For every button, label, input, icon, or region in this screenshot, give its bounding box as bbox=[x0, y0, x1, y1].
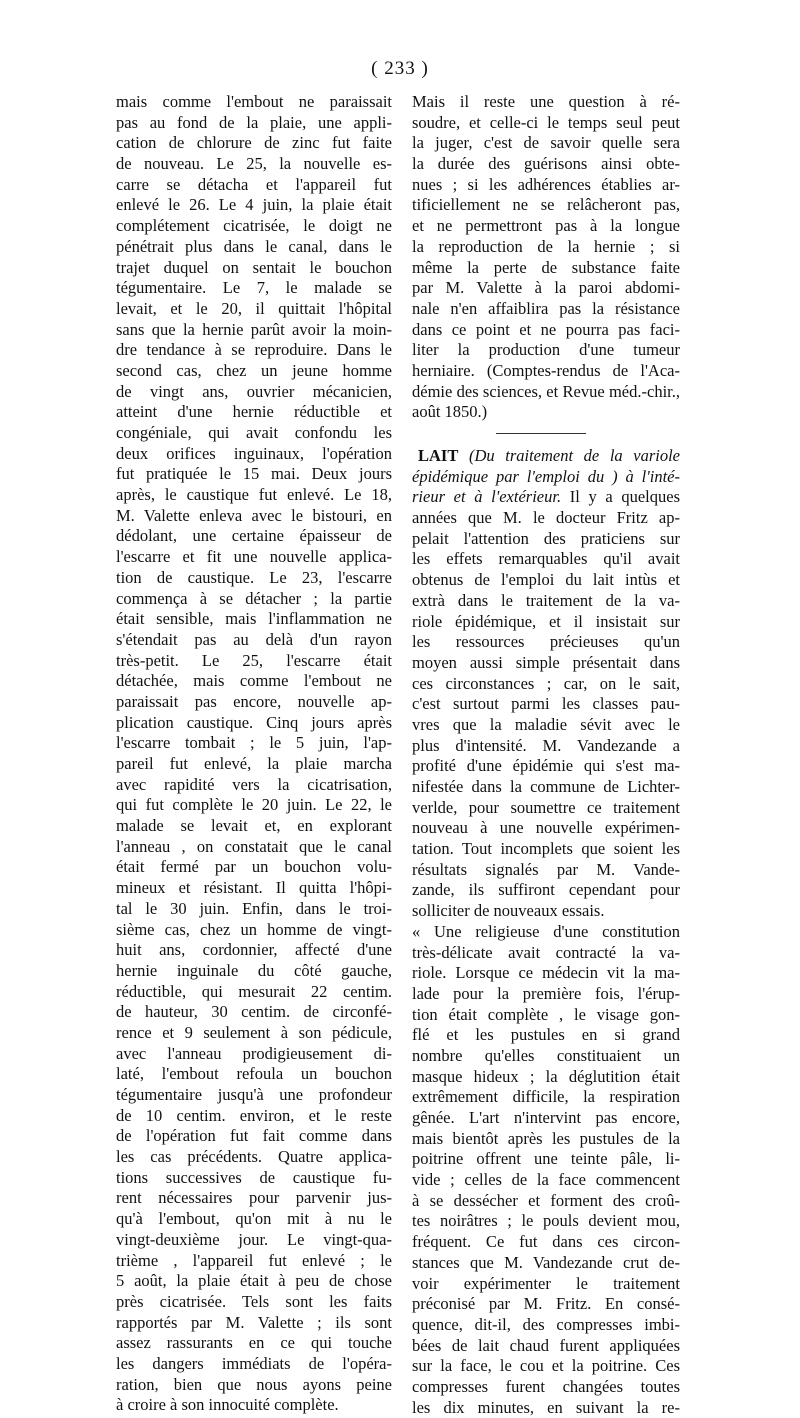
text-line: la juger, c'est de savoir quelle sera bbox=[412, 133, 680, 153]
text-line: les dangers immédiats de l'opéra- bbox=[116, 1353, 392, 1373]
text-line: malade se levait et, en explorant bbox=[116, 816, 392, 836]
text-line: nale n'en affaiblira pas la résistance bbox=[412, 298, 680, 318]
text-line: tion de caustique. Le 23, l'escarre bbox=[116, 567, 392, 587]
text-line: près cicatrisée. Tels sont les faits bbox=[116, 1291, 392, 1311]
text-line: tion était complète , le visage gon- bbox=[412, 1004, 680, 1024]
right-column-paragraph-2 bbox=[412, 508, 680, 1418]
text-line: gênée. L'art n'intervint pas encore, bbox=[412, 1108, 680, 1127]
text-line: hernie inguinale du côté gauche, bbox=[116, 960, 392, 980]
text-line: tificiellement ne se relâcheront pas, bbox=[412, 195, 680, 215]
text-line: verlde, pour soumettre ce traitement bbox=[412, 797, 680, 817]
text-line: Mais il reste une question à ré- bbox=[412, 92, 680, 111]
text-line: M. Valette enleva avec le bistouri, en bbox=[116, 505, 392, 525]
text-line: à se dessécher et forment des croû- bbox=[412, 1190, 680, 1210]
text-line: résultats signalés par M. Vande- bbox=[412, 859, 680, 879]
text-line: plus d'intensité. M. Vandezande a bbox=[412, 735, 680, 755]
text-line: la reproduction de la hernie ; si bbox=[412, 236, 680, 256]
text-line: levait, et le 20, il quittait l'hôpital bbox=[116, 298, 392, 318]
text-line: était fermé par un bouchon volu- bbox=[116, 857, 392, 877]
text-line: nues ; si les adhérences établies ar- bbox=[412, 174, 680, 194]
text-line: l'escarre tombait ; le 5 juin, l'ap- bbox=[116, 733, 392, 753]
text-line: stances que M. Vandezande crut de- bbox=[412, 1252, 680, 1272]
text-line: riole. Lorsque ce médecin vit la ma- bbox=[412, 963, 680, 983]
text-line: tions successives de caustique fu- bbox=[116, 1167, 392, 1187]
right-column bbox=[412, 92, 680, 1418]
text-line: congéniale, qui avait confondu les bbox=[116, 423, 392, 442]
text-line: c'est surtout parmi les classes pau- bbox=[412, 694, 680, 714]
text-line: par M. Valette à la paroi abdomi- bbox=[412, 278, 680, 298]
text-line: poitrine offrent une teinte pâle, li- bbox=[412, 1149, 680, 1169]
text-line: les cas précédents. Quatre applica- bbox=[116, 1147, 392, 1167]
text-line: herniaire. (Comptes-rendus de l'Aca- bbox=[412, 360, 680, 380]
text-line: après, le caustique fut enlevé. Le 18, bbox=[116, 485, 392, 505]
text-line: l'escarre et fit une nouvelle applica- bbox=[116, 547, 392, 567]
text-line: les ressources précieuses qu'un bbox=[412, 632, 680, 652]
text-line: mais bientôt après les pustules de la bbox=[412, 1128, 680, 1148]
text-line: de 10 centim. environ, et le reste bbox=[116, 1105, 392, 1125]
section-divider bbox=[496, 433, 586, 434]
text-line: tation. Tout incomplets que soient les bbox=[412, 839, 680, 859]
text-line: vingt-deuxième jour. Le vingt-qua- bbox=[116, 1229, 392, 1249]
text-line: avec l'anneau prodigieusement di- bbox=[116, 1043, 392, 1063]
text-line: tégumentaire jusqu'à une profondeur bbox=[116, 1085, 392, 1104]
text-line: les dix minutes, en suivant la re- bbox=[412, 1397, 680, 1417]
article-title: LAIT bbox=[418, 446, 459, 465]
text-line: sans que la hernie parût avoir la moin- bbox=[116, 319, 392, 339]
text-line: solliciter de nouveaux essais. bbox=[412, 901, 605, 921]
text-line: extrêmement difficile, la respiration bbox=[412, 1087, 680, 1107]
text-line: fut pratiquée le 15 mai. Deux jours bbox=[116, 464, 392, 484]
text-line: lade pour la première fois, l'érup- bbox=[412, 983, 680, 1003]
text-line: pelait l'attention des praticiens sur bbox=[412, 528, 680, 548]
text-line: pas au fond de la plaie, une appli- bbox=[116, 112, 392, 132]
text-line: dans ce point et ne pourra pas faci- bbox=[412, 319, 680, 339]
text-line: même la perte de substance faite bbox=[412, 257, 680, 277]
text-line: compresses furent changées toutes bbox=[412, 1376, 680, 1396]
text-line: de nouveau. Le 25, la nouvelle es- bbox=[116, 154, 392, 174]
text-line: ces circonstances ; car, on le sait, bbox=[412, 673, 680, 693]
text-line: laté, l'embout refoula un bouchon bbox=[116, 1064, 392, 1084]
text-line: de vingt ans, ouvrier mécanicien, bbox=[116, 381, 392, 401]
text-line: plication caustique. Cinq jours après bbox=[116, 712, 392, 732]
text-line: s'étendait pas au delà d'un rayon bbox=[116, 629, 392, 649]
text-line: très-petit. Le 25, l'escarre était bbox=[116, 650, 392, 670]
text-line: nifestée dans la commune de Lichter- bbox=[412, 777, 680, 796]
text-line: détachée, mais comme l'embout ne bbox=[116, 671, 392, 691]
text-line: de l'opération fut fait comme dans bbox=[116, 1126, 392, 1146]
text-line: complétement cicatrisée, le doigt ne bbox=[116, 216, 392, 236]
text-line: riole épidémique, et il insistait sur bbox=[412, 611, 680, 631]
text-line: trième , l'appareil fut enlevé ; le bbox=[116, 1250, 392, 1270]
text-line: fréquent. Ce fut dans ces circon- bbox=[412, 1232, 680, 1252]
text-line: assez rassurants en ce qui touche bbox=[116, 1333, 392, 1353]
text-line: voir expérimenter le traitement bbox=[412, 1273, 680, 1293]
text-line: carre se détacha et l'appareil fut bbox=[116, 174, 392, 194]
text-line: tal le 30 juin. Enfin, dans le troi- bbox=[116, 898, 392, 918]
text-line: paraissait pas encore, nouvelle ap- bbox=[116, 691, 392, 711]
text-line: profité d'une épidémie qui s'est ma- bbox=[412, 756, 680, 776]
text-line: l'anneau , on constatait que le canal bbox=[116, 836, 392, 856]
text-line: vres que la maladie sévit avec le bbox=[412, 714, 680, 734]
article-subtitle-3-text: Il y a quelques bbox=[561, 487, 680, 507]
text-line: atteint d'une hernie réductible et bbox=[116, 402, 392, 422]
left-column bbox=[116, 92, 392, 1416]
text-line: la durée des guérisons ainsi obte- bbox=[412, 154, 680, 174]
text-line: rent nécessaires pour parvenir jus- bbox=[116, 1188, 392, 1208]
text-line: masque hideux ; la déglutition était bbox=[412, 1066, 680, 1086]
article-subtitle-3-italic: rieur et à l'extérieur. bbox=[412, 487, 562, 507]
text-line: 5 août, la plaie était à peu de chose bbox=[116, 1271, 392, 1291]
text-line: cation de chlorure de zinc fut faite bbox=[116, 133, 392, 153]
text-line: mais comme l'embout ne paraissait bbox=[116, 92, 392, 111]
text-line: second cas, chez un jeune homme bbox=[116, 360, 392, 380]
text-line: flé et les pustules en si grand bbox=[412, 1025, 680, 1045]
text-line: deux orifices inguinaux, l'opération bbox=[116, 443, 392, 463]
text-line: qu'à l'embout, qu'on mit à nu le bbox=[116, 1209, 392, 1229]
text-line: de hauteur, 30 centim. de circonfé- bbox=[116, 1002, 392, 1022]
text-line: avec rapidité vers la cicatrisation, bbox=[116, 774, 392, 794]
text-line: liter la production d'une tumeur bbox=[412, 340, 680, 360]
text-line: dre tendance à se reproduire. Dans le bbox=[116, 340, 392, 360]
text-line: démie des sciences, et Revue méd.-chir., bbox=[412, 381, 680, 401]
article-subtitle-2: épidémique par l'emploi du ) à l'inté- bbox=[412, 466, 680, 486]
text-line: soudre, et celle-ci le temps seul peut bbox=[412, 112, 680, 132]
text-line: extrà dans le traitement de la va- bbox=[412, 590, 680, 610]
text-line: était sensible, mais l'inflammation ne bbox=[116, 609, 392, 629]
text-line: quence, dit-il, des compresses imbi- bbox=[412, 1314, 680, 1334]
text-line: rapportés par M. Valette ; ils sont bbox=[116, 1312, 392, 1332]
text-line: tégumentaire. Le 7, le malade se bbox=[116, 278, 392, 298]
text-line: rence et 9 seulement à son pédicule, bbox=[116, 1022, 392, 1042]
text-line: vide ; celles de la face commencent bbox=[412, 1170, 680, 1190]
right-column-paragraph-1 bbox=[412, 92, 680, 423]
text-line: pénétrait plus dans le canal, dans le bbox=[116, 236, 392, 256]
text-line: les effets remarquables qu'il avait bbox=[412, 549, 680, 569]
text-line: pareil fut enlevé, la plaie marcha bbox=[116, 754, 392, 773]
text-line: ration, bien que nous ayons peine bbox=[116, 1374, 392, 1394]
text-line: zande, ils suffiront cependant pour bbox=[412, 880, 680, 900]
text-line: mineux et résistant. Il quitta l'hôpi- bbox=[116, 878, 392, 898]
text-line: moyen aussi simple présentait dans bbox=[412, 652, 680, 672]
text-line: « Une religieuse d'une constitution bbox=[412, 921, 680, 941]
text-line: commença à se détacher ; la partie bbox=[116, 588, 392, 608]
text-line: bées de lait chaud furent appliquées bbox=[412, 1335, 680, 1355]
text-line: à croire à son innocuité complète. bbox=[116, 1395, 339, 1415]
text-line: années que M. le docteur Fritz ap- bbox=[412, 508, 680, 528]
text-line: sième cas, chez un homme de vingt- bbox=[116, 919, 392, 939]
text-line: enlevé le 26. Le 4 juin, la plaie était bbox=[116, 195, 392, 215]
article-heading-line bbox=[412, 446, 680, 467]
text-line: nouveau à une nouvelle expérimen- bbox=[412, 818, 680, 838]
text-line: août 1850.) bbox=[412, 402, 488, 422]
article-subtitle-3 bbox=[412, 487, 680, 508]
text-line: obtenus de l'emploi du lait intùs et bbox=[412, 570, 680, 590]
text-line: huit ans, cordonnier, affecté d'une bbox=[116, 940, 392, 960]
page-number: ( 233 ) bbox=[371, 58, 429, 79]
text-line: tes noirâtres ; le pouls devient mou, bbox=[412, 1211, 680, 1231]
text-line: et ne permettront pas à la longue bbox=[412, 216, 680, 236]
article-subtitle-1: (Du traitement de la variole bbox=[468, 446, 680, 465]
text-line: dédolant, une certaine épaisseur de bbox=[116, 526, 392, 546]
text-line: réductible, qui mesurait 22 centim. bbox=[116, 981, 392, 1001]
text-line: sur la face, le cou et la poitrine. Ces bbox=[412, 1356, 680, 1376]
text-line: nombre qu'elles constituaient un bbox=[412, 1045, 680, 1065]
text-line: très-délicate avait contracté la va- bbox=[412, 942, 680, 962]
text-line: trajet duquel on sentait le bouchon bbox=[116, 257, 392, 277]
text-line: qui fut complète le 20 juin. Le 22, le bbox=[116, 795, 392, 815]
text-line: préconisé par M. Fritz. En consé- bbox=[412, 1294, 680, 1314]
